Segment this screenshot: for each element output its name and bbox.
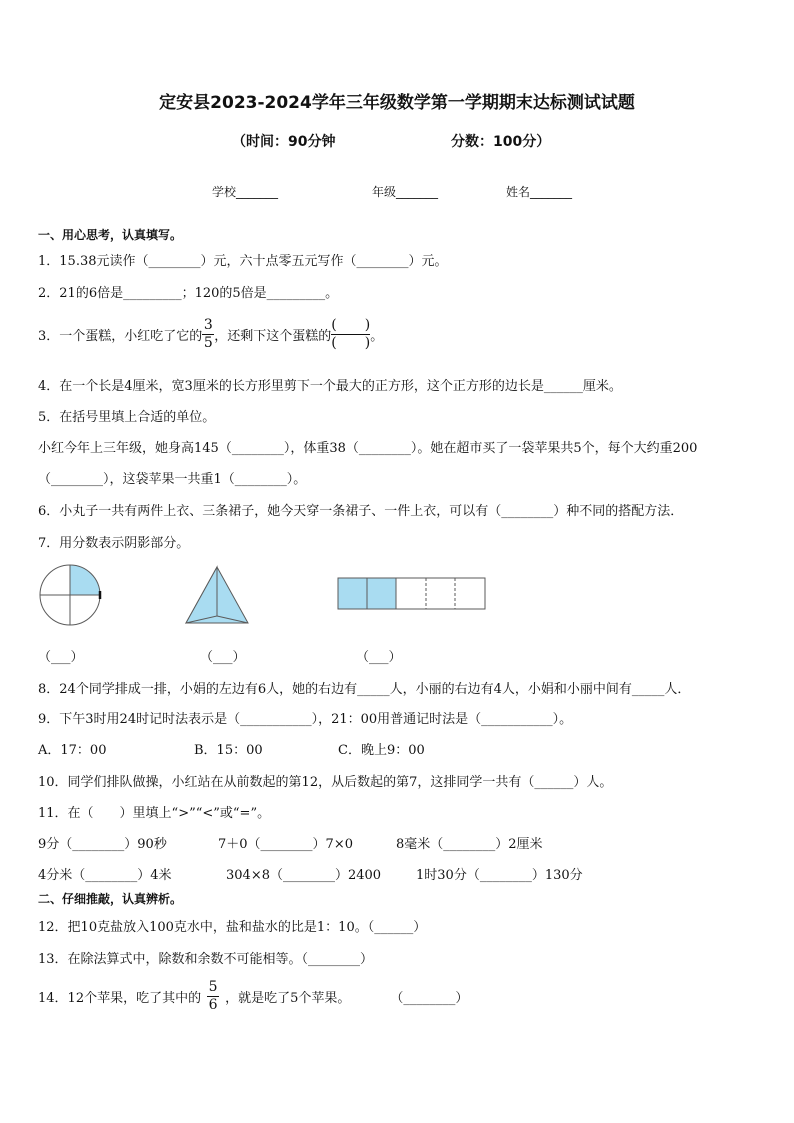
triangle-left-part [186, 567, 217, 623]
fraction-5-6 [207, 980, 219, 1012]
compare-item: 4分米（________）4米 [38, 868, 172, 883]
compare-item: 8毫米（________）2厘米 [396, 837, 543, 852]
compare-item: 9分（________）90秒 [38, 837, 167, 852]
circle-figure [34, 562, 106, 630]
question-3-mid: ，还剩下这个蛋糕的 [214, 328, 332, 344]
question-5: 5．在括号里填上合适的单位。 [38, 410, 216, 425]
option-a[interactable]: A．17：00 [38, 743, 107, 758]
section-heading-1: 一、用心思考，认真填写。 [38, 228, 183, 242]
question-3-end: 。 [370, 328, 384, 344]
triangle-figure [182, 564, 252, 626]
rectangle-figure [337, 577, 487, 611]
grade-field[interactable]: 年级_______ [372, 185, 439, 199]
exam-score: 分数：100分） [451, 134, 551, 150]
fraction-denominator: 5 [203, 334, 213, 351]
question-4: 4．在一个长是4厘米，宽3厘米的长方形里剪下一个最大的正方形，这个正方形的边长是______厘米。 [38, 379, 622, 394]
question-6: 6．小丸子一共有两件上衣、三条裙子，她今天穿一条裙子、一件上衣，可以有（________）种不同的搭配方法． [38, 504, 684, 519]
option-b[interactable]: B．15：00 [194, 743, 263, 758]
question-11: 11．在（ ）里填上“>”“<”或“=”。 [38, 806, 271, 821]
school-field[interactable]: 学校_______ [212, 185, 279, 199]
fraction-3-5 [202, 318, 214, 350]
figure-answer-2[interactable]: （___） [200, 650, 246, 665]
figure-answer-1[interactable]: （___） [38, 650, 84, 665]
name-field[interactable]: 姓名_______ [506, 185, 573, 199]
answer-fraction-blank[interactable] [331, 318, 370, 350]
option-c[interactable]: C．晚上9：00 [338, 743, 425, 758]
blank-numerator[interactable]: ( ) [331, 317, 371, 333]
question-3-text: 3．一个蛋糕，小红吃了它的 [38, 328, 203, 344]
question-14-text: 14．12个苹果，吃了其中的 [38, 990, 202, 1006]
question-9: 9．下午3时用24时记时法表示是（___________），21：00用普通记时法是（___________）。 [38, 712, 573, 727]
fraction-numerator: 5 [208, 979, 218, 995]
fraction-denominator: 6 [208, 996, 218, 1013]
question-7: 7．用分数表示阴影部分。 [38, 536, 190, 551]
question-10: 10．同学们排队做操，小红站在从前数起的第12，从后数起的第7，这排同学一共有（______）人。 [38, 775, 613, 790]
question-1: 1．15.38元读作（________）元，六十点零五元写作（________）元。 [38, 254, 448, 269]
blank-denominator[interactable]: ( ) [331, 334, 371, 351]
exam-time: （时间：90分钟 [232, 134, 336, 150]
section-heading-2: 二、仔细推敲，认真辨析。 [38, 892, 183, 906]
question-3 [38, 318, 383, 350]
question-2: 2．21的6倍是_________；120的5倍是_________。 [38, 286, 339, 301]
page-title: 定安县2023-2024学年三年级数学第一学期期末达标测试试题 [159, 93, 635, 113]
fraction-numerator: 3 [203, 317, 213, 333]
compare-item: 1时30分（________）130分 [416, 868, 583, 883]
question-14-post: ，就是吃了5个苹果。 [225, 990, 351, 1006]
question-12: 12．把10克盐放入100克水中，盐和盐水的比是1：10。（______） [38, 920, 427, 935]
compare-item: 304×8（________）2400 [226, 868, 382, 883]
figure-answer-3[interactable]: （___） [356, 650, 402, 665]
question-13: 13．在除法算式中，除数和余数不可能相等。（________） [38, 952, 374, 967]
question-5-line-2: （________），这袋苹果一共重1（________）。 [38, 472, 307, 487]
question-14 [38, 980, 468, 1012]
answer-blank[interactable]: （________） [390, 990, 469, 1006]
question-5-line-1: 小红今年上三年级，她身高145（________），体重38（________）。她在超市买了一袋苹果共5个，每个大约重200 [38, 441, 698, 456]
compare-item: 7＋0（________）7×0 [218, 837, 353, 852]
question-8: 8．24个同学排成一排，小娟的左边有6人，她的右边有_____人，小丽的右边有4人，小娟和小丽中间有_____人． [38, 682, 691, 697]
